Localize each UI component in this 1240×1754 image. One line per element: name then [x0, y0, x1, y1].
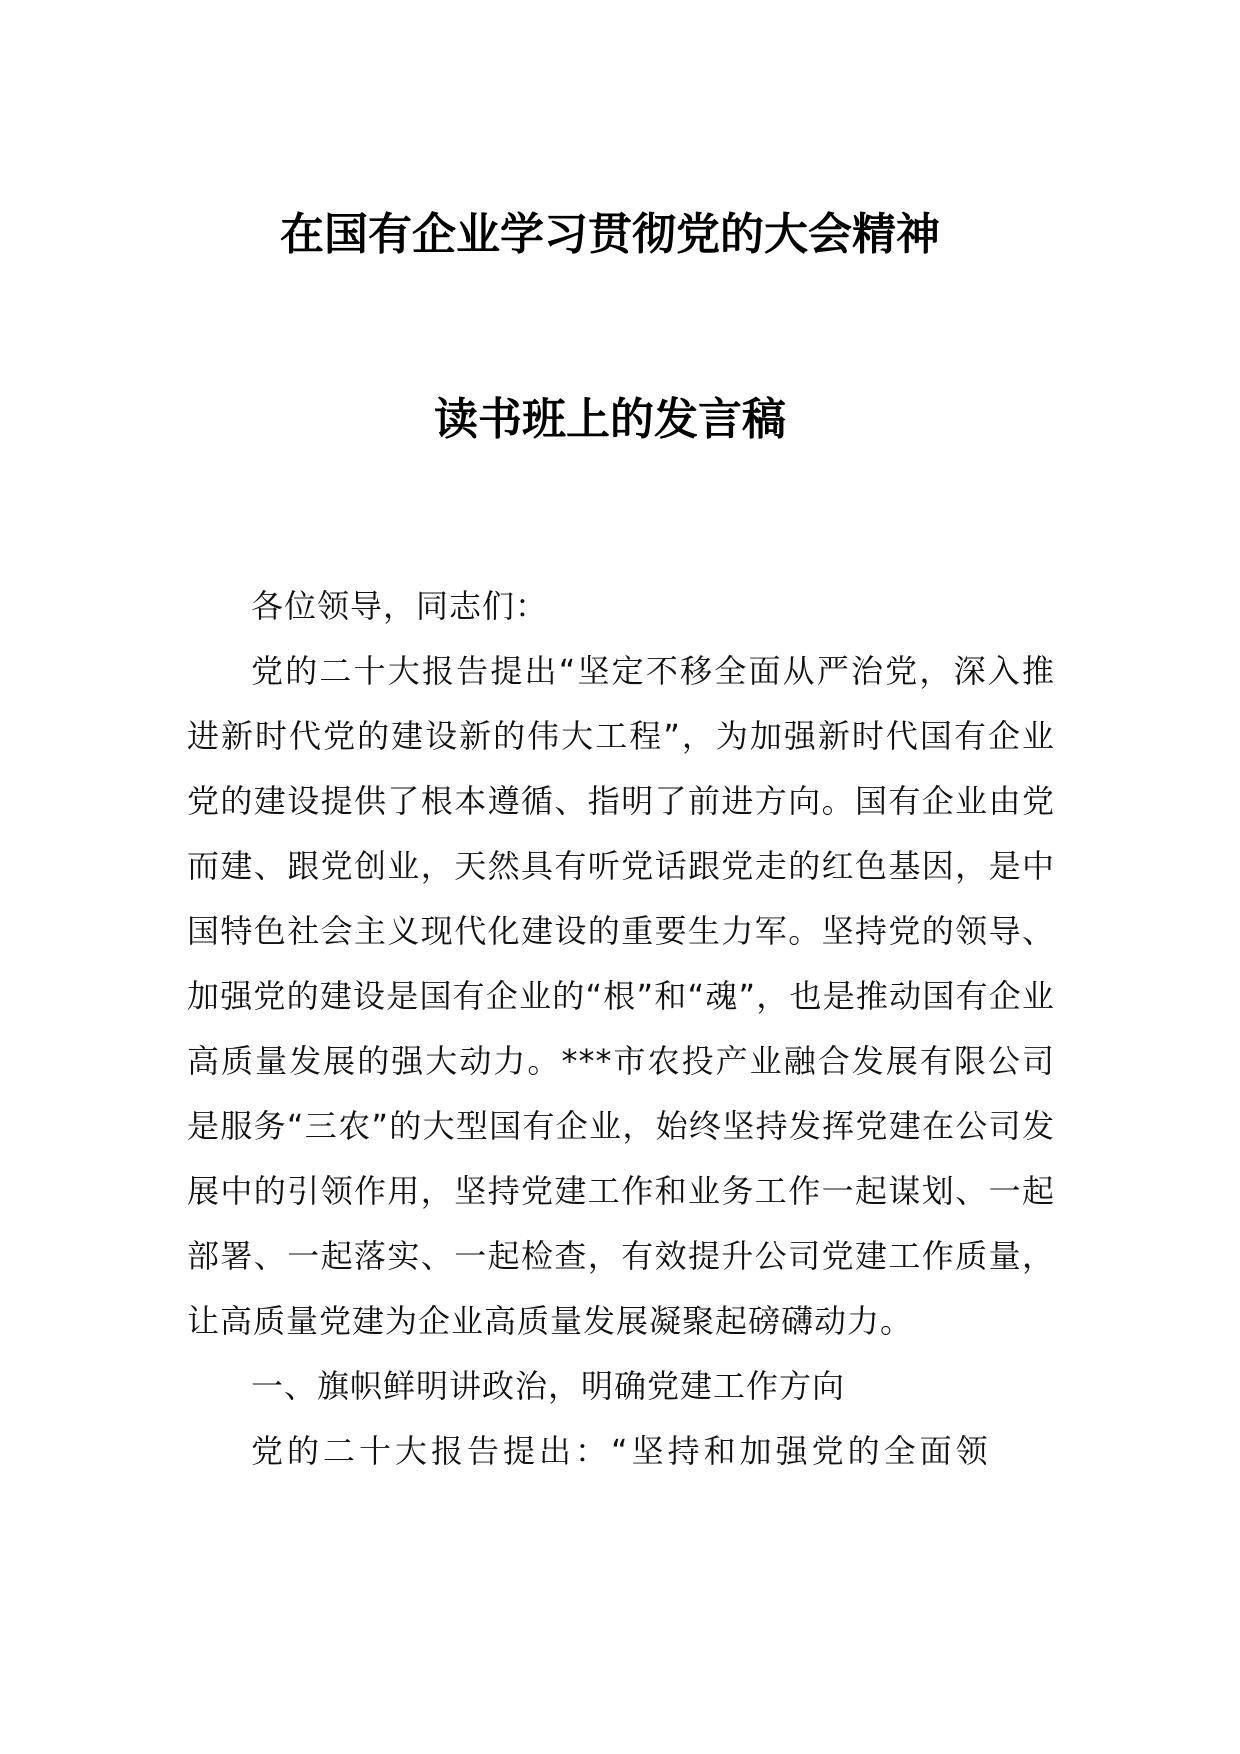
greeting: 各位领导，同志们：: [251, 587, 549, 625]
section-heading: 一、旗帜鲜明讲政治，明确党建工作方向: [251, 1367, 846, 1405]
body-paragraph: 党的二十大报告提出“坚定不移全面从严治党，深入推进新时代党的建设新的伟大工程”，为加强新时代国有企业党的建设提供了根本遵循、指明了前进方向。国有企业由党而建、跟党创业，天然具有听党话跟党走的红色基因，是中国特色社会主义现代化建设的重要生力军。坚持党的领导、加强党的建设是国有企业的“根”和“魂”，也是推动国有企业高质量发展的强大动力。***市农投产业融合发展有限公司是服务“三农”的大型国有企业，始终坚持发挥党建在公司发展中的引领作用，坚持党建工作和业务工作一起谋划、一起部署、一起落实、一起检查，有效提升公司党建工作质量，让高质量党建为企业高质量发展凝聚起磅礴动力。: [187, 652, 1055, 1340]
section-paragraph-start: 党的二十大报告提出：“坚持和加强党的全面领: [251, 1432, 992, 1470]
document-title-line-1: 在国有企业学习贯彻党的大会精神: [280, 209, 940, 260]
document-title-line-2: 读书班上的发言稿: [434, 394, 786, 445]
document-body: [187, 574, 1055, 1484]
